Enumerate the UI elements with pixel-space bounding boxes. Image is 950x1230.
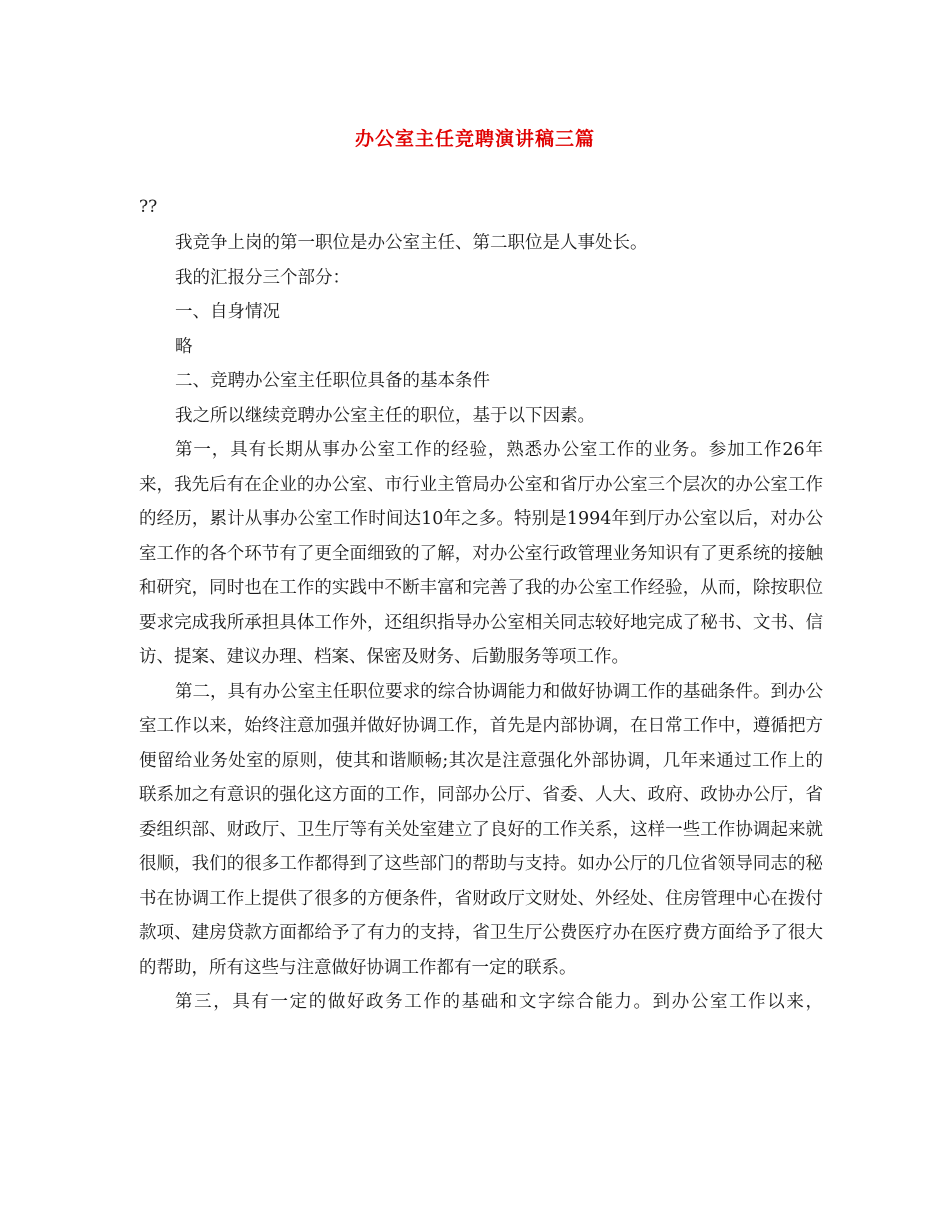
paragraph-omitted: 略 [175,336,193,357]
section-heading-conditions: 二、竞聘办公室主任职位具备的基本条件 [175,371,490,391]
section-heading-self: 一、自身情况 [175,302,280,322]
paragraph-first-reason: 第一，具有长期从事办公室工作的经验，熟悉办公室工作的业务。参加工作26年来，我先后有在企业的办公室、市行业主管局办公室和省厅办公室三个层次的办公室工作的经历，累计从事办公室工作时间达10年之多。特别是1994年到厅办公室以后，对办公室工作的各个环节有了更全面细致的了解，对办公室行政管理业务知识有了更系统的接触和研究，同时也在工作的实践中不断丰富和完善了我的办公室工作经验，从而，除按职位要求完成我所承担具体工作外，还组织指导办公室相关同志较好地完成了秘书、文书、信访、提案、建议办理、档案、保密及财务、后勤服务等项工作。 [139,440,823,667]
paragraph-second-reason: 第二，具有办公室主任职位要求的综合协调能力和做好协调工作的基础条件。到办公室工作以来，始终注意加强并做好协调工作，首先是内部协调，在日常工作中，遵循把方便留给业务处室的原则，使其和谐顺畅;其次是注意强化外部协调，几年来通过工作上的联系加之有意识的强化这方面的工作，同部办公厅、省委、人大、政府、政协办公厅，省委组织部、财政厅、卫生厅等有关处室建立了良好的工作关系，这样一些工作协调起来就很顺，我们的很多工作都得到了这些部门的帮助与支持。如办公厅的几位省领导同志的秘书在协调工作上提供了很多的方便条件，省财政厅文财处、外经处、住房管理中心在拨付款项、建房贷款方面都给予了有力的支持，省卫生厅公费医疗办在医疗费方面给予了很大的帮助，所有这些与注意做好协调工作都有一定的联系。 [139,681,823,978]
paragraph-position-intro: 我竞争上岗的第一职位是办公室主任、第二职位是人事处长。 [175,233,648,253]
paragraph-third-reason: 第三，具有一定的做好政务工作的基础和文字综合能力。到办公室工作以来， [175,992,823,1012]
document-body [139,226,823,1020]
unknown-characters-marker: ?? [139,197,158,217]
document-title: 办公室主任竞聘演讲稿三篇 [354,128,595,150]
paragraph-report-outline: 我的汇报分三个部分： [175,267,350,288]
paragraph-reasons-intro: 我之所以继续竞聘办公室主任的职位，基于以下因素。 [175,405,595,426]
